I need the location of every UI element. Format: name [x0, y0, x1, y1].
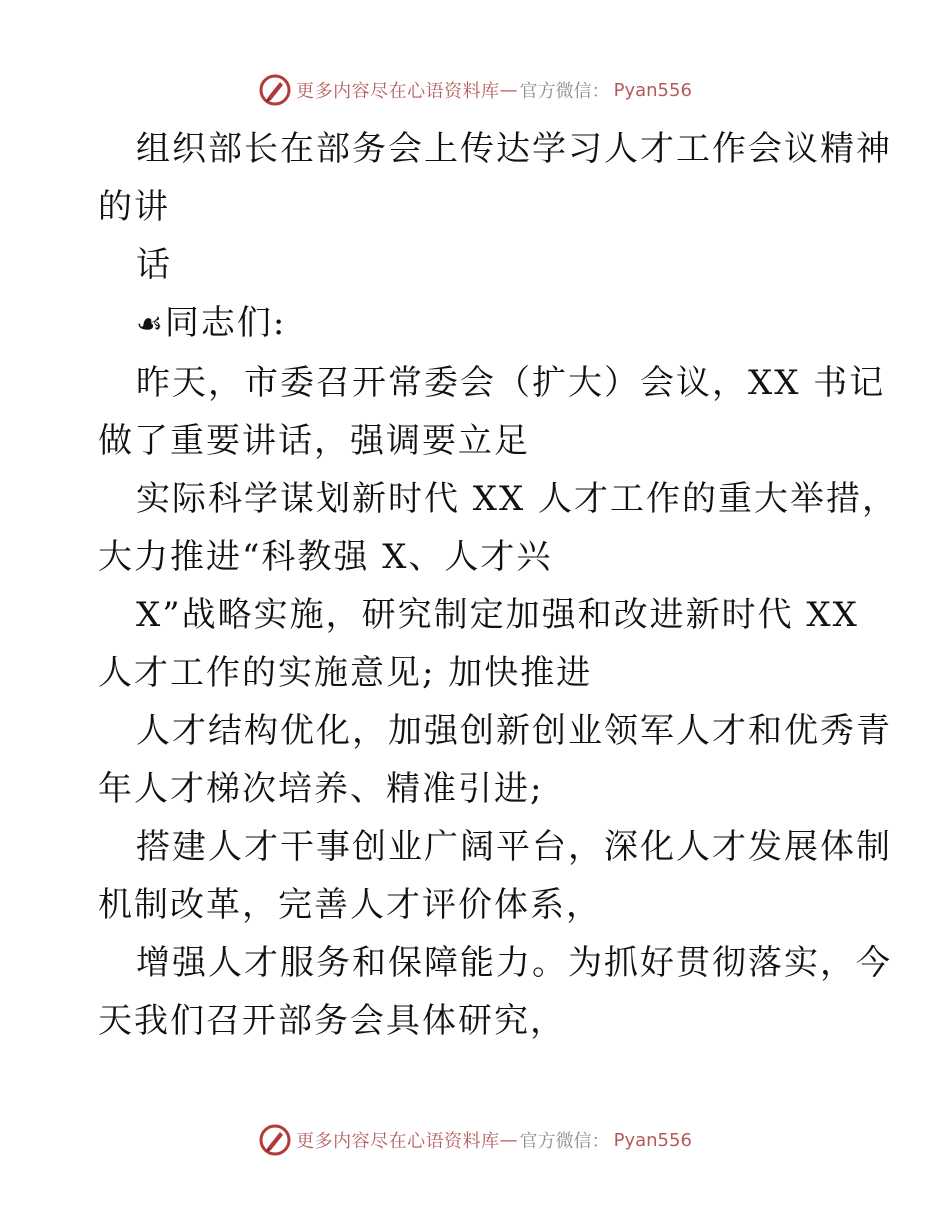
body-line: 天我们召开部务会具体研究，: [98, 1001, 566, 1041]
body-line: 人才工作的实施意见; 加快推进: [98, 653, 593, 693]
watermark-separator: —: [499, 79, 518, 101]
body-line: 年人才梯次培养、精准引进;: [98, 769, 544, 809]
watermark-label: 官方微信：: [519, 81, 610, 102]
document-body: [98, 120, 899, 1050]
watermark-wechat-id: Pyan556: [613, 79, 692, 101]
body-line: 机制改革，完善人才评价体系，: [98, 885, 602, 925]
body-line: 昨天，市委召开常委会（扩大）会议，XX 书记: [136, 363, 886, 403]
fleuron-icon: ☙: [136, 307, 165, 342]
body-line: X”战略实施，研究制定加强和改进新时代 XX: [136, 595, 859, 635]
body-line: 实际科学谋划新时代 XX 人才工作的重大举措，: [136, 479, 899, 519]
watermark-wechat-id: Pyan556: [613, 1129, 692, 1151]
greeting-text: 同志们:: [164, 303, 287, 343]
footer-watermark: [0, 1120, 950, 1160]
greeting: [98, 294, 858, 354]
watermark-main-text: 更多内容尽在心语资料库: [296, 1131, 500, 1152]
pen-logo-icon: [258, 1123, 292, 1157]
body-line: 大力推进“科教强 X、人才兴: [98, 537, 553, 577]
header-watermark: [0, 70, 950, 110]
body-line: 搭建人才干事创业广阔平台，深化人才发展体制: [136, 827, 892, 867]
title-line-1: 组织部长在部务会上传达学习人才工作会议精神: [136, 129, 892, 169]
body-line: 人才结构优化，加强创新创业领军人才和优秀青: [136, 711, 892, 751]
pen-logo-icon: [258, 73, 292, 107]
watermark-label: 官方微信：: [519, 1131, 610, 1152]
title-line-2: 的讲: [98, 187, 170, 227]
body-line: 做了重要讲话，强调要立足: [98, 421, 530, 461]
title-line-3: 话: [136, 245, 172, 285]
body-line: 增强人才服务和保障能力。为抓好贯彻落实，今: [136, 943, 892, 983]
watermark-separator: —: [499, 1129, 518, 1151]
watermark-main-text: 更多内容尽在心语资料库: [296, 81, 500, 102]
